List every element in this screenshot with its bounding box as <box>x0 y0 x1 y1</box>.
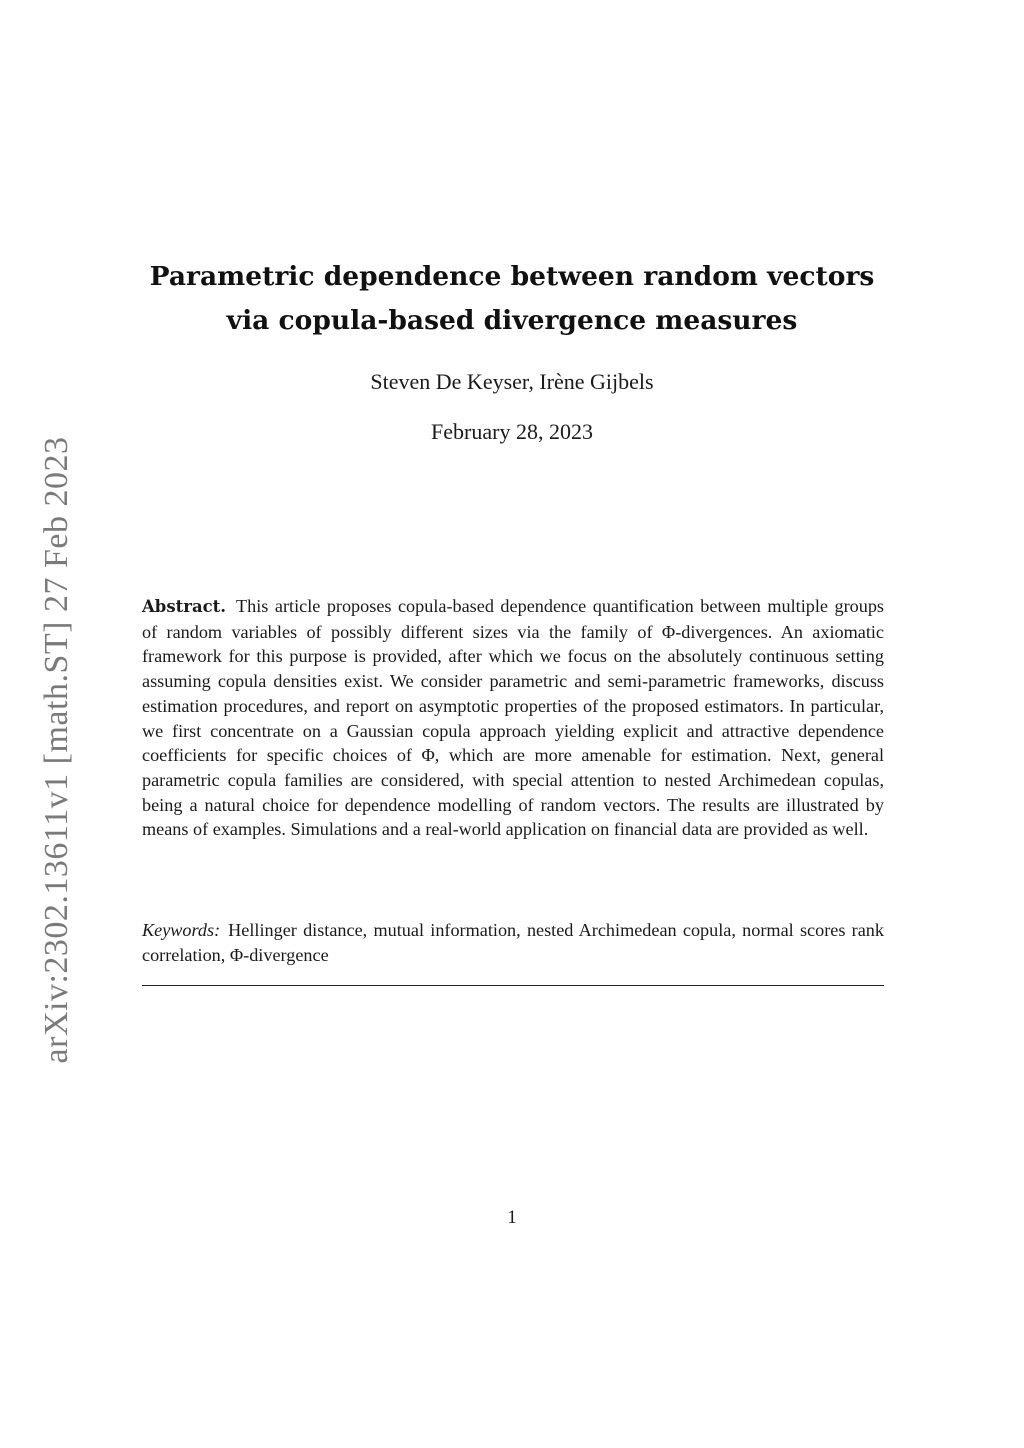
publication-date: February 28, 2023 <box>431 419 593 444</box>
keywords-text: Hellinger distance, mutual information, nested Archimedean copula, normal scores rank correlation, Φ-divergence <box>142 920 884 965</box>
abstract <box>142 594 884 842</box>
title-line-1: Parametric dependence between random vectors <box>149 261 875 292</box>
abstract-label: Abstract. <box>142 597 227 616</box>
keywords <box>142 918 884 967</box>
paper-title <box>130 255 894 343</box>
arxiv-identifier: arXiv:2302.13611v1 [math.ST] 27 Feb 2023 <box>38 436 75 1064</box>
keywords-label: Keywords: <box>142 920 221 940</box>
page-number: 1 <box>507 1207 517 1228</box>
horizontal-rule <box>142 985 884 986</box>
authors: Steven De Keyser, Irène Gijbels <box>370 369 654 394</box>
abstract-text: This article proposes copula-based dependence quantification between multiple groups of random variables of possibly different sizes via the family of Φ-divergences. An axiomatic framework for this purpose is provided, after which we focus on the absolutely continuous setting assuming copula densities exist. We consider parametric and semi-parametric frameworks, discuss estimation procedures, and report on asymptotic properties of the proposed estimators. In particular, we first concentrate on a Gaussian copula approach yielding explicit and attractive dependence coefficients for specific choices of Φ, which are more amenable for estimation. Next, general parametric copula families are considered, with special attention to nested Archimedean copulas, being a natural choice for dependence modelling of random vectors. The results are illustrated by means of examples. Simulations and a real-world application on financial data are provided as well. <box>142 596 884 840</box>
title-line-2: via copula-based divergence measures <box>226 305 798 336</box>
